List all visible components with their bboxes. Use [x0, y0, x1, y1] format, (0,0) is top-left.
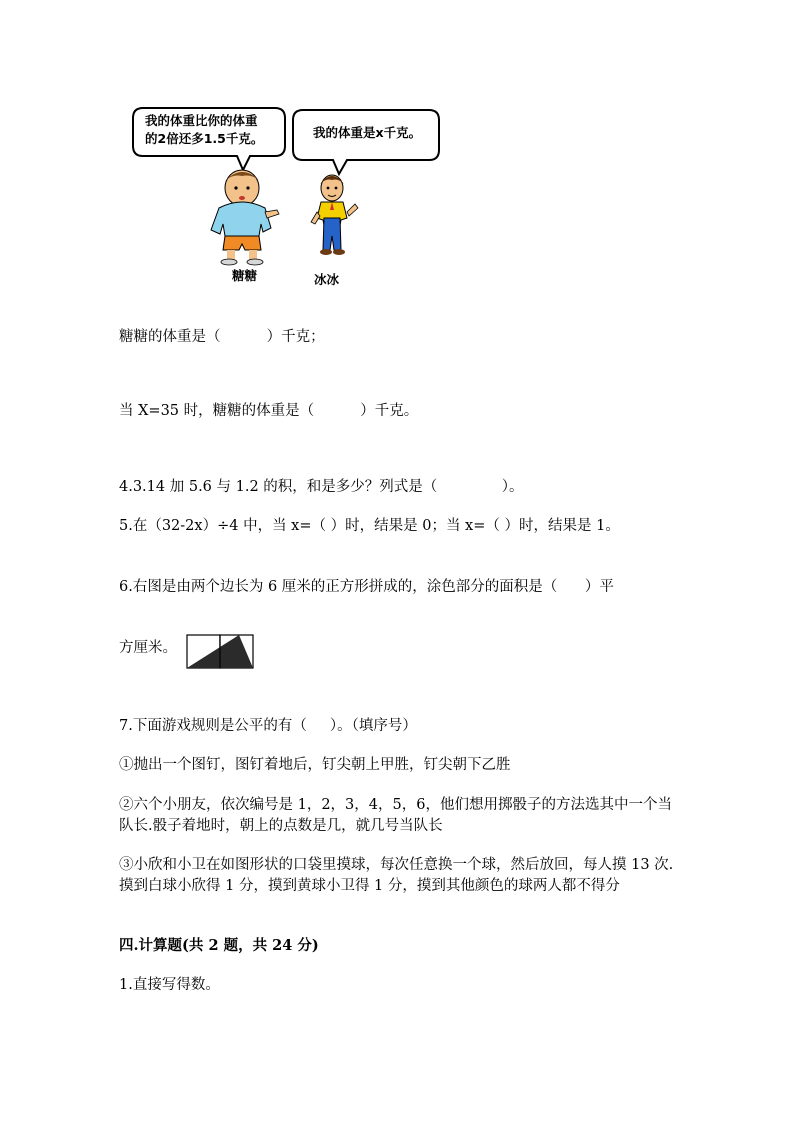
question-7: 7.下面游戏规则是公平的有（ ）。（填序号） [119, 718, 417, 734]
left-bubble-line2: 的2倍还多1.5千克。 [145, 131, 264, 146]
question-6-line1: 6.右图是由两个边长为 6 厘米的正方形拼成的，涂色部分的面积是（ ）平 [119, 579, 614, 595]
tangtang-figure [211, 170, 279, 265]
question-7-option-3: ③小欣和小卫在如图形状的口袋里摸球，每次任意换一个球，然后放回，每人摸 13 次.摸到白球小欣得 1 分，摸到黄球小卫得 1 分，摸到其他颜色的球两人都不得分 [119, 857, 674, 894]
question-5: 5.在（32-2x）÷4 中，当 x=（ ）时，结果是 0；当 x=（ ）时，结果是 1。 [119, 518, 620, 534]
question-weight-x35: 当 X=35 时，糖糖的体重是（ ）千克。 [119, 403, 419, 419]
right-speech-bubble [293, 110, 439, 174]
section-4-title: 四.计算题(共 2 题，共 24 分) [119, 937, 319, 954]
bingbing-figure [311, 175, 358, 255]
question-7-option-2: ②六个小朋友，依次编号是 1，2，3，4，5，6，他们想用掷骰子的方法选其中一个当队长.骰子着地时，朝上的点数是几，就几号当队长 [119, 797, 672, 834]
question-4: 4.3.14 加 5.6 与 1.2 的积，和是多少？列式是（ ）。 [119, 479, 524, 495]
question-weight: 糖糖的体重是（ ）千克； [119, 329, 325, 345]
section-4-question-1: 1.直接写得数。 [119, 977, 220, 993]
tangtang-label: 糖糖 [232, 268, 258, 283]
right-bubble-text: 我的体重是x千克。 [313, 125, 422, 140]
question-7-option-1: ①抛出一个图钉，图钉着地后，钉尖朝上甲胜，钉尖朝下乙胜 [119, 757, 511, 773]
bingbing-label: 冰冰 [314, 272, 340, 287]
left-bubble-line1: 我的体重比你的体重 [145, 113, 258, 128]
shaded-squares-figure [186, 634, 254, 670]
question-6-line2: 方厘米。 [119, 640, 177, 656]
